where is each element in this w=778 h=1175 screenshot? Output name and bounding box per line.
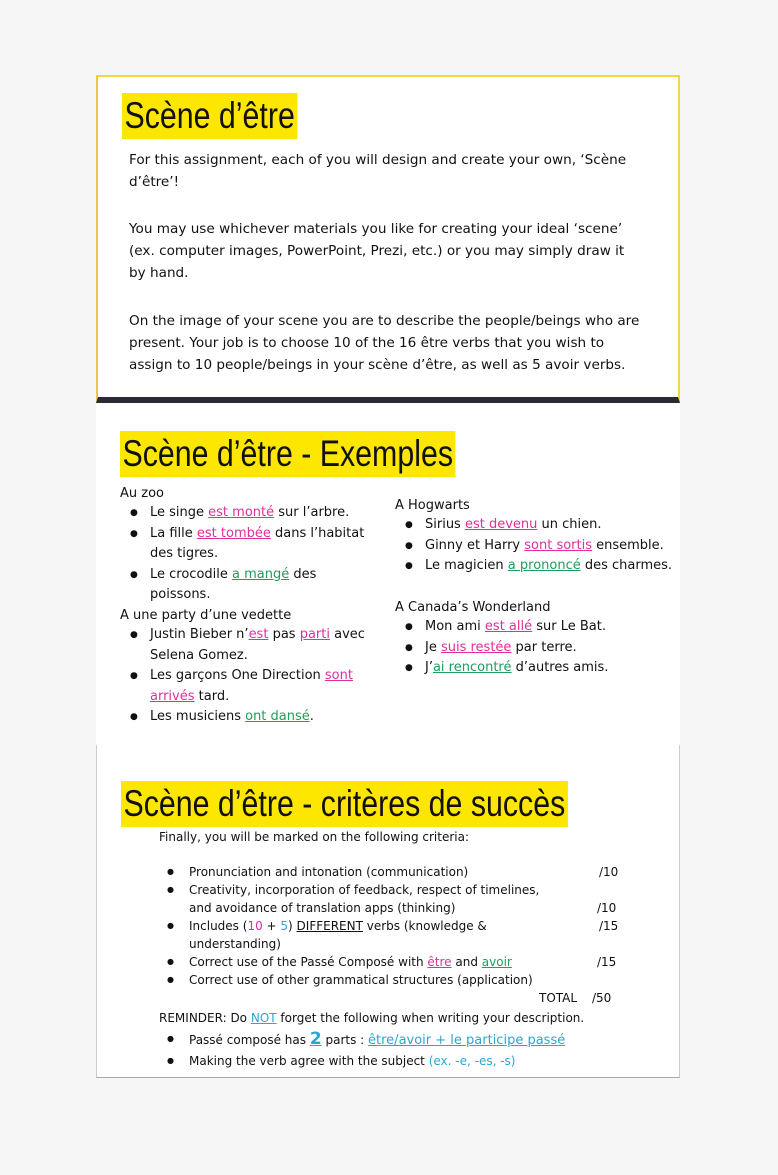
wonderland-list bbox=[395, 617, 675, 679]
number: 2 bbox=[309, 1029, 322, 1049]
text: dans l’habitat des tigres. bbox=[150, 525, 365, 561]
list-item bbox=[395, 556, 685, 577]
verb: est monté bbox=[208, 505, 275, 520]
criterion-communication bbox=[159, 863, 559, 881]
text: . bbox=[309, 709, 314, 724]
text: NOT bbox=[250, 1011, 277, 1025]
slide-title: Scène d’être bbox=[122, 93, 297, 139]
slide-examples bbox=[96, 405, 680, 751]
slide-title: Scène d’être - critères de succès bbox=[121, 781, 568, 827]
score-thinking: /10 bbox=[597, 901, 617, 915]
text: Correct use of the Passé Composé with bbox=[189, 955, 428, 969]
text: Le magicien bbox=[425, 558, 508, 573]
text: Correct use of other grammatical structures (application) bbox=[189, 973, 533, 987]
text: Les garçons One Direction bbox=[150, 668, 325, 683]
list-item bbox=[120, 707, 370, 728]
text: sur Le Bat. bbox=[532, 619, 607, 634]
score-communication: /10 bbox=[599, 865, 619, 879]
text: parts : bbox=[321, 1033, 369, 1047]
slide-criteria bbox=[96, 745, 680, 1078]
text: tard. bbox=[194, 688, 230, 704]
text: Je bbox=[425, 639, 441, 655]
verb: sont arrivés bbox=[150, 668, 353, 704]
text: forget the following when writing your description. bbox=[276, 1011, 585, 1025]
text: (ex. -e, -es, -s) bbox=[428, 1054, 516, 1068]
verb: suis restée bbox=[440, 639, 512, 655]
verb: est devenu bbox=[464, 517, 538, 532]
text: Le singe bbox=[150, 505, 209, 520]
text: Making the verb agree with the subject bbox=[189, 1054, 429, 1068]
text: Sirius bbox=[425, 517, 465, 532]
materials-paragraph: You may use whichever materials you like for creating your ideal ‘scene’ (ex. computer images, PowerPoint, Prezi, etc.) or you may simply draw it by hand. bbox=[129, 221, 625, 281]
list-item bbox=[120, 666, 370, 707]
hogwarts-heading: A Hogwarts bbox=[395, 498, 470, 513]
document-page bbox=[96, 75, 680, 1078]
text: Les musiciens bbox=[150, 709, 246, 724]
list-item bbox=[395, 638, 675, 659]
reminder bbox=[159, 1009, 584, 1027]
text: sur l’arbre. bbox=[274, 505, 350, 520]
verb: avoir bbox=[481, 955, 512, 969]
text: Passé composé has bbox=[189, 1033, 310, 1047]
text: des charmes. bbox=[580, 558, 673, 573]
criterion-grammar bbox=[159, 971, 559, 989]
text: ensemble. bbox=[592, 537, 664, 553]
text: La fille bbox=[150, 525, 197, 541]
criteria-list bbox=[159, 863, 559, 989]
text: verbs (knowledge & understanding) bbox=[189, 919, 487, 951]
slide-title: Scène d’être - Exemples bbox=[120, 431, 455, 477]
criterion-knowledge bbox=[159, 917, 559, 953]
text: un chien. bbox=[537, 517, 602, 532]
text: Pronunciation and intonation (communication) bbox=[189, 865, 469, 879]
intro-paragraph: For this assignment, each of you will design and create your own, ‘Scène d’être’! bbox=[129, 152, 627, 190]
zoo-heading: Au zoo bbox=[120, 486, 164, 501]
score-knowledge: /15 bbox=[599, 919, 619, 933]
text: d’autres amis. bbox=[511, 660, 609, 675]
verb: ont dansé bbox=[245, 709, 310, 724]
verb: sont sortis bbox=[524, 537, 592, 553]
criterion-passe-compose bbox=[159, 953, 559, 971]
list-item bbox=[120, 625, 370, 666]
number: 5 bbox=[280, 919, 289, 933]
text: Le crocodile bbox=[150, 566, 233, 582]
verb: a prononcé bbox=[507, 558, 581, 573]
text: avec Selena Gomez. bbox=[150, 627, 365, 663]
score-application: /15 bbox=[597, 955, 617, 969]
text: Mon ami bbox=[425, 619, 485, 634]
text: Justin Bieber n’ bbox=[150, 627, 249, 642]
verb: est allé bbox=[484, 619, 533, 634]
text: DIFFERENT bbox=[296, 919, 363, 933]
list-item bbox=[395, 515, 685, 536]
zoo-list bbox=[120, 503, 380, 606]
party-list bbox=[120, 625, 370, 728]
list-item bbox=[120, 503, 380, 524]
total-score: /50 bbox=[592, 991, 612, 1005]
slide-intro bbox=[96, 75, 680, 403]
verb: est bbox=[248, 627, 269, 642]
hogwarts-list bbox=[395, 515, 685, 577]
list-item bbox=[395, 658, 675, 679]
criteria-intro: Finally, you will be marked on the following criteria: bbox=[159, 830, 469, 844]
text: être/avoir + le participe passé bbox=[368, 1033, 566, 1048]
verb: a mangé bbox=[232, 566, 290, 582]
task-paragraph: On the image of your scene you are to describe the people/beings who are present. Your job is to choose 10 of the 16 être verbs that you wish to assign to 10 people/beings in your scène d’être, as well as 5 avoir verbs. bbox=[129, 313, 640, 373]
text: ) bbox=[288, 919, 297, 933]
list-item bbox=[395, 536, 685, 557]
verb: parti bbox=[299, 627, 330, 642]
verb: est tombée bbox=[196, 525, 271, 541]
text: and bbox=[451, 955, 482, 969]
verb: être bbox=[427, 955, 452, 969]
text: REMINDER: Do bbox=[159, 1011, 251, 1025]
reminder-list bbox=[159, 1029, 629, 1071]
text: pas bbox=[268, 627, 300, 642]
party-heading: A une party d’une vedette bbox=[120, 608, 292, 623]
reminder-item-agreement bbox=[159, 1051, 629, 1071]
list-item bbox=[120, 524, 380, 565]
criterion-thinking bbox=[159, 881, 559, 917]
text: Ginny et Harry bbox=[425, 537, 525, 553]
list-item bbox=[120, 565, 380, 606]
text: Includes ( bbox=[189, 919, 248, 933]
list-item bbox=[395, 617, 675, 638]
text: + bbox=[262, 919, 281, 933]
text: des poissons. bbox=[150, 566, 317, 602]
wonderland-heading: A Canada’s Wonderland bbox=[395, 600, 551, 615]
total-label: TOTAL bbox=[539, 991, 578, 1005]
verb: ai rencontré bbox=[432, 660, 512, 675]
text: par terre. bbox=[511, 639, 577, 655]
reminder-item-parts bbox=[159, 1029, 629, 1051]
text: J’ bbox=[425, 660, 433, 675]
text: Creativity, incorporation of feedback, respect of timelines, and avoidance of translation apps (thinking) bbox=[189, 883, 540, 915]
number: 10 bbox=[247, 919, 263, 933]
